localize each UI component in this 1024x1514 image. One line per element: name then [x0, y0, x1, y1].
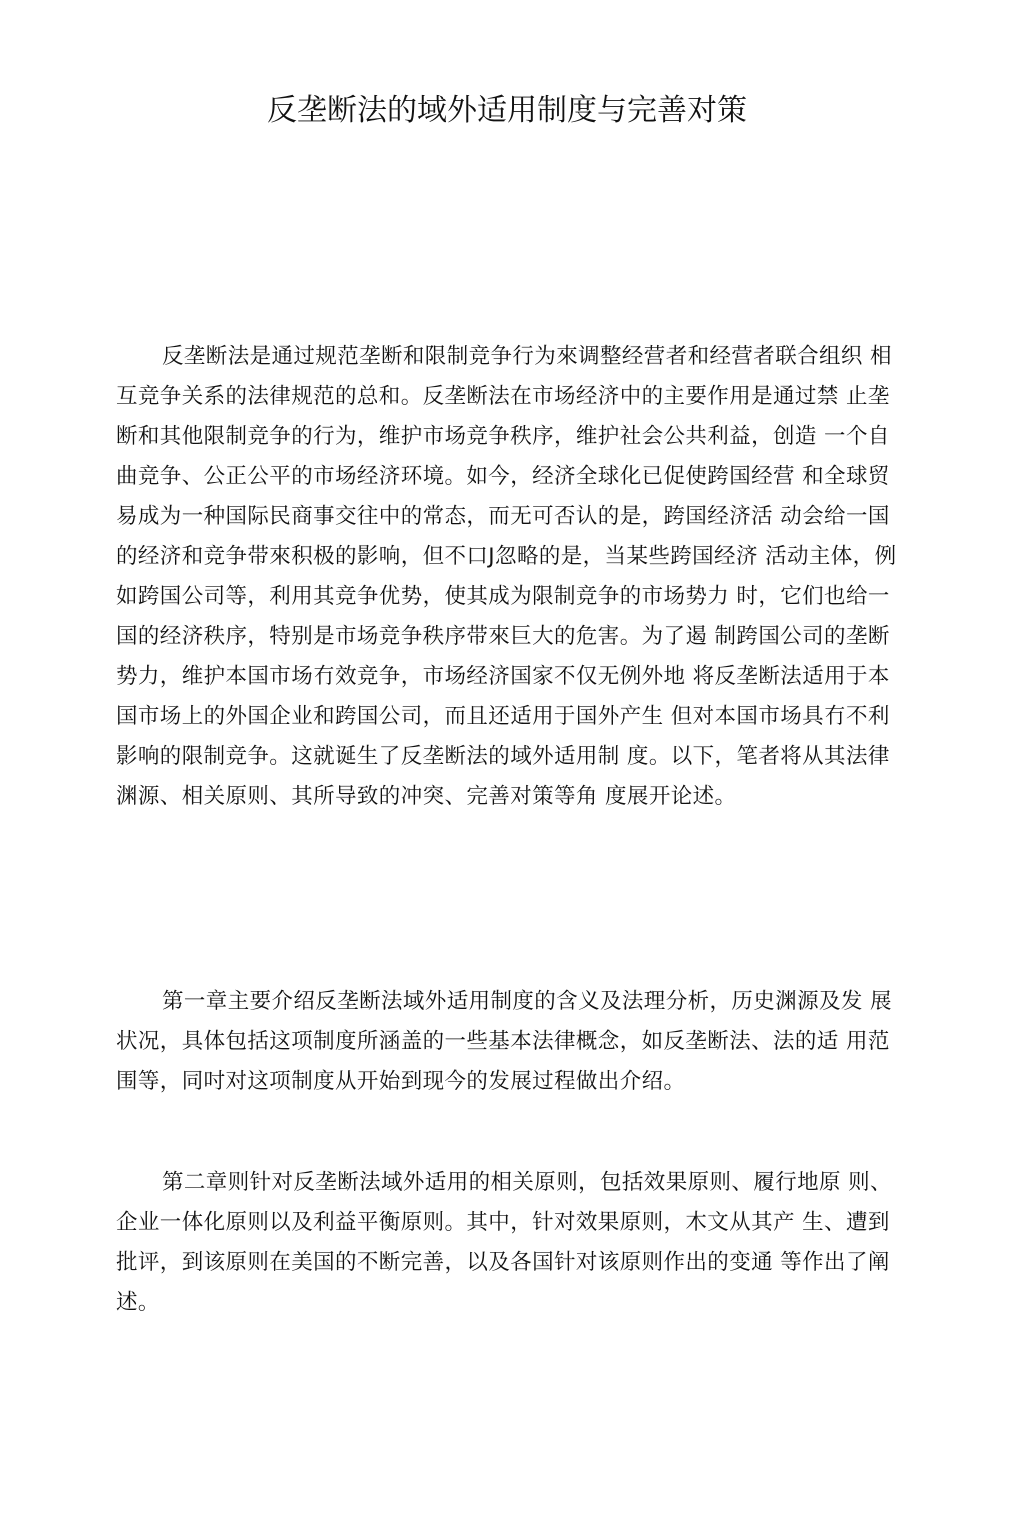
paragraph-line: 曲竞争、公正公平的市场经济环境。如今，经济全球化已促使跨国经营 和全球贸 [116, 464, 890, 489]
paragraph-line: 状况，具体包括这项制度所涵盖的一些基本法律概念，如反垄断法、法的适 用范 [116, 1029, 890, 1054]
paragraph-line: 反垄断法是通过规范垄断和限制竞争行为來调整经营者和经营者联合组织 相 [162, 344, 892, 369]
paragraph-line: 如跨国公司等，利用其竞争优势，使其成为限制竞争的市场势力 时，它们也给一 [116, 584, 890, 609]
paragraph-3 [116, 1163, 892, 1323]
paragraph-line: 渊源、相关原则、其所导致的冲突、完善对策等角 度展开论述。 [116, 784, 737, 809]
paragraph-line: 第二章则针对反垄断法域外适用的相关原则，包括效果原则、履行地原 则、 [162, 1170, 892, 1195]
paragraph-line: 影响的限制竞争。这就诞生了反垄断法的域外适用制 度。以下，笔者将从其法律 [116, 744, 890, 769]
paragraph-line: 第一章主要介绍反垄断法域外适用制度的含义及法理分析，历史渊源及发 展 [162, 989, 892, 1014]
paragraph-line: 国市场上的外国企业和跨国公司，而且还适用于国外产生 但对本国市场具冇不利 [116, 704, 890, 729]
paragraph-line: 易成为一种国际民商事交往中的常态，而无可否认的是，跨国经济活 动会给一国 [116, 504, 890, 529]
paragraph-line: 的经济和竞争带來积极的影响，但不口J忽略的是，当某些跨国经济 活动主体，例 [116, 544, 897, 569]
paragraph-line: 互竞争关系的法律规范的总和。反垄断法在市场经济中的主要作用是通过禁 止垄 [116, 384, 890, 409]
paragraph-line: 企业一体化原则以及利益平衡原则。其中，针对效果原则，木文从其产 生、遭到 [116, 1210, 890, 1235]
paragraph-line: 国的经济秩序，特别是市场竞争秩序带來巨大的危害。为了遏 制跨国公司的垄断 [116, 624, 890, 649]
paragraph-line: 围等，同吋对这项制度从开始到现今的发展过程做出介绍。 [116, 1069, 686, 1094]
document-title: 反垄断法的域外适用制度与完善对策 [267, 93, 747, 128]
paragraph-1 [116, 337, 896, 817]
paragraph-2 [116, 982, 892, 1102]
paragraph-line: 断和其他限制竞争的行为，维护市场竞争秩序，维护社会公共利益，创造 一个自 [116, 424, 890, 449]
paragraph-line: 势力，维护本国市场冇效竞争，市场经济国家不仅无例外地 将反垄断法适用于本 [116, 664, 890, 689]
paragraph-line: 批评，到该原则在美国的不断完善，以及各国针对该原则作出的变通 等作出了阐 [116, 1250, 890, 1275]
paragraph-line: 述。 [116, 1290, 160, 1315]
